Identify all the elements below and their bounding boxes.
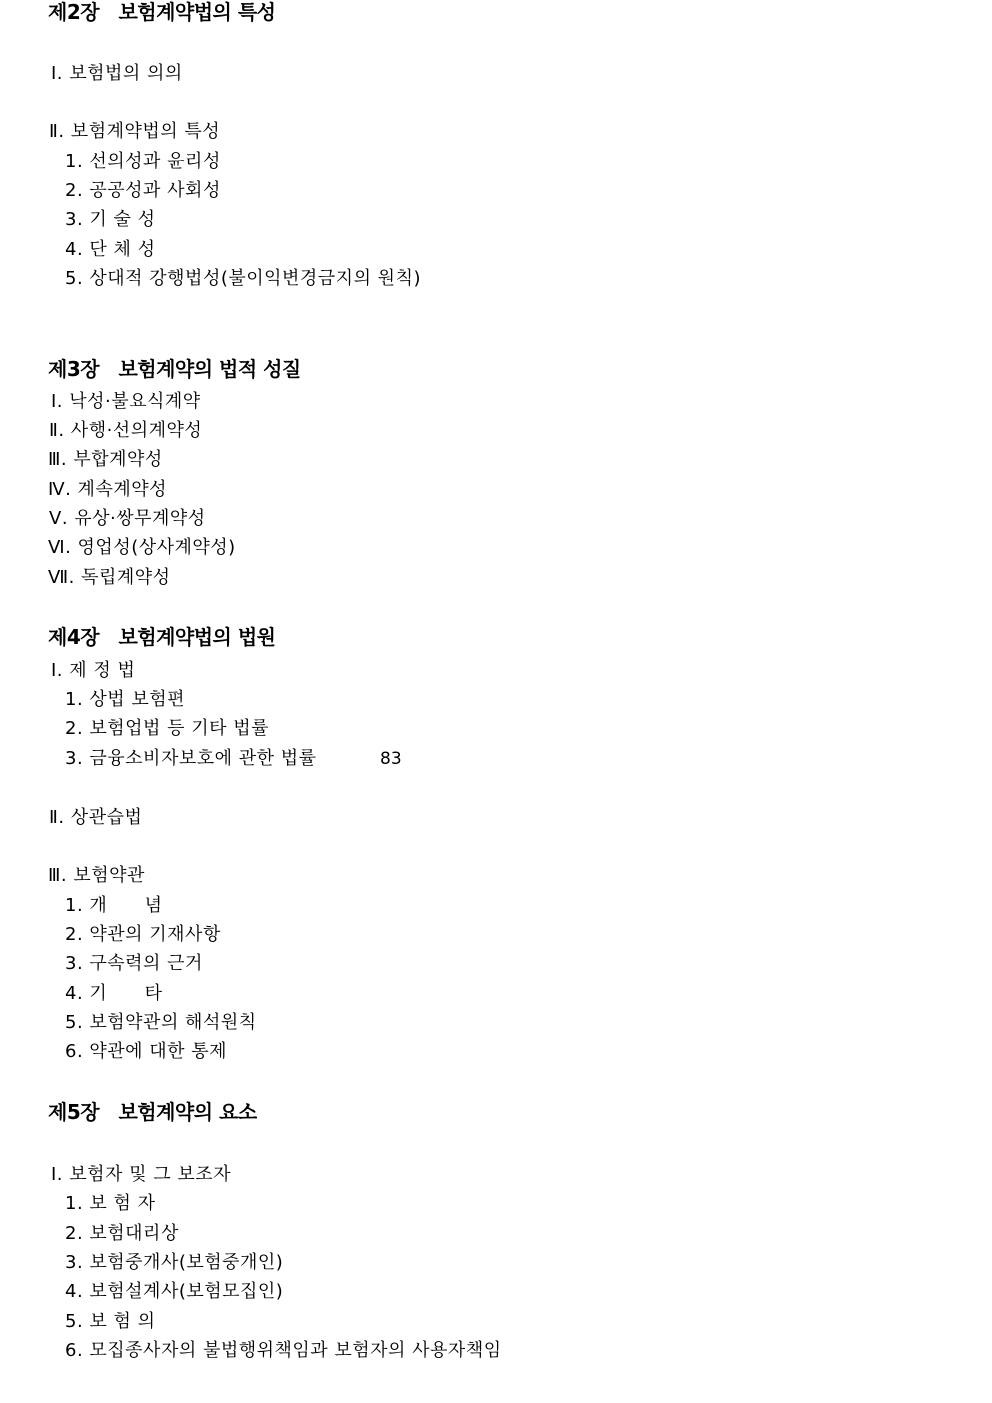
chapter-4-section-3-item-4: 4. 기 타 <box>65 983 163 1004</box>
chapter-5-item-4: 4. 보험설계사(보험모집인) <box>65 1281 284 1302</box>
chapter-4-section-3-item-1: 1. 개 념 <box>65 895 163 916</box>
chapter-5-title: 제5장 보험계약의 요소 <box>48 1100 257 1124</box>
chapter-4-item-1: 1. 상법 보험편 <box>65 689 186 710</box>
chapter-5-item-3: 3. 보험중개사(보험중개인) <box>65 1252 284 1273</box>
chapter-2-item-1: 1. 선의성과 윤리성 <box>65 151 221 172</box>
chapter-5-section-1: Ⅰ. 보험자 및 그 보조자 <box>51 1164 232 1185</box>
chapter-3-title: 제3장 보험계약의 법적 성질 <box>48 357 301 381</box>
chapter-5-item-1: 1. 보 험 자 <box>65 1193 156 1214</box>
chapter-2-title: 제2장 보험계약법의 특성 <box>48 0 276 24</box>
chapter-2-item-3: 3. 기 술 성 <box>65 209 156 230</box>
chapter-4-title: 제4장 보험계약법의 법원 <box>48 625 276 649</box>
chapter-2-section-2: Ⅱ. 보험계약법의 특성 <box>49 121 221 142</box>
chapter-2-item-2: 2. 공공성과 사회성 <box>65 180 221 201</box>
chapter-3-section-7: Ⅶ. 독립계약성 <box>48 567 171 588</box>
chapter-5-item-5: 5. 보 험 의 <box>65 1311 156 1332</box>
chapter-5-item-6: 6. 모집종사자의 불법행위책임과 보험자의 사용자책임 <box>65 1340 502 1361</box>
chapter-4-section-3-item-5: 5. 보험약관의 해석원칙 <box>65 1012 257 1033</box>
chapter-5-item-2: 2. 보험대리상 <box>65 1223 179 1244</box>
chapter-3-section-3: Ⅲ. 부합계약성 <box>48 449 163 470</box>
chapter-2-section-1: Ⅰ. 보험법의 의의 <box>51 63 183 84</box>
page-number: 83 <box>380 749 402 769</box>
chapter-4-section-3-item-2: 2. 약관의 기재사항 <box>65 924 221 945</box>
chapter-4-section-3-item-3: 3. 구속력의 근거 <box>65 953 203 974</box>
chapter-2-item-5: 5. 상대적 강행법성(불이익변경금지의 원칙) <box>65 268 421 289</box>
chapter-4-item-3: 3. 금융소비자보호에 관한 법률 <box>65 748 317 769</box>
chapter-3-section-5: Ⅴ. 유상·쌍무계약성 <box>49 508 206 529</box>
chapter-3-section-4: Ⅳ. 계속계약성 <box>48 479 167 500</box>
chapter-3-section-1: Ⅰ. 낙성·불요식계약 <box>51 391 201 412</box>
chapter-4-section-2: Ⅱ. 상관습법 <box>49 807 143 828</box>
chapter-4-section-3-item-6: 6. 약관에 대한 통제 <box>65 1041 228 1062</box>
chapter-2-item-4: 4. 단 체 성 <box>65 239 156 260</box>
chapter-3-section-2: Ⅱ. 사행·선의계약성 <box>49 420 203 441</box>
chapter-4-section-1: Ⅰ. 제 정 법 <box>51 660 136 681</box>
chapter-4-section-3: Ⅲ. 보험약관 <box>48 865 145 886</box>
chapter-4-item-2: 2. 보험업법 등 기타 법률 <box>65 718 270 739</box>
chapter-3-section-6: Ⅵ. 영업성(상사계약성) <box>48 537 236 558</box>
